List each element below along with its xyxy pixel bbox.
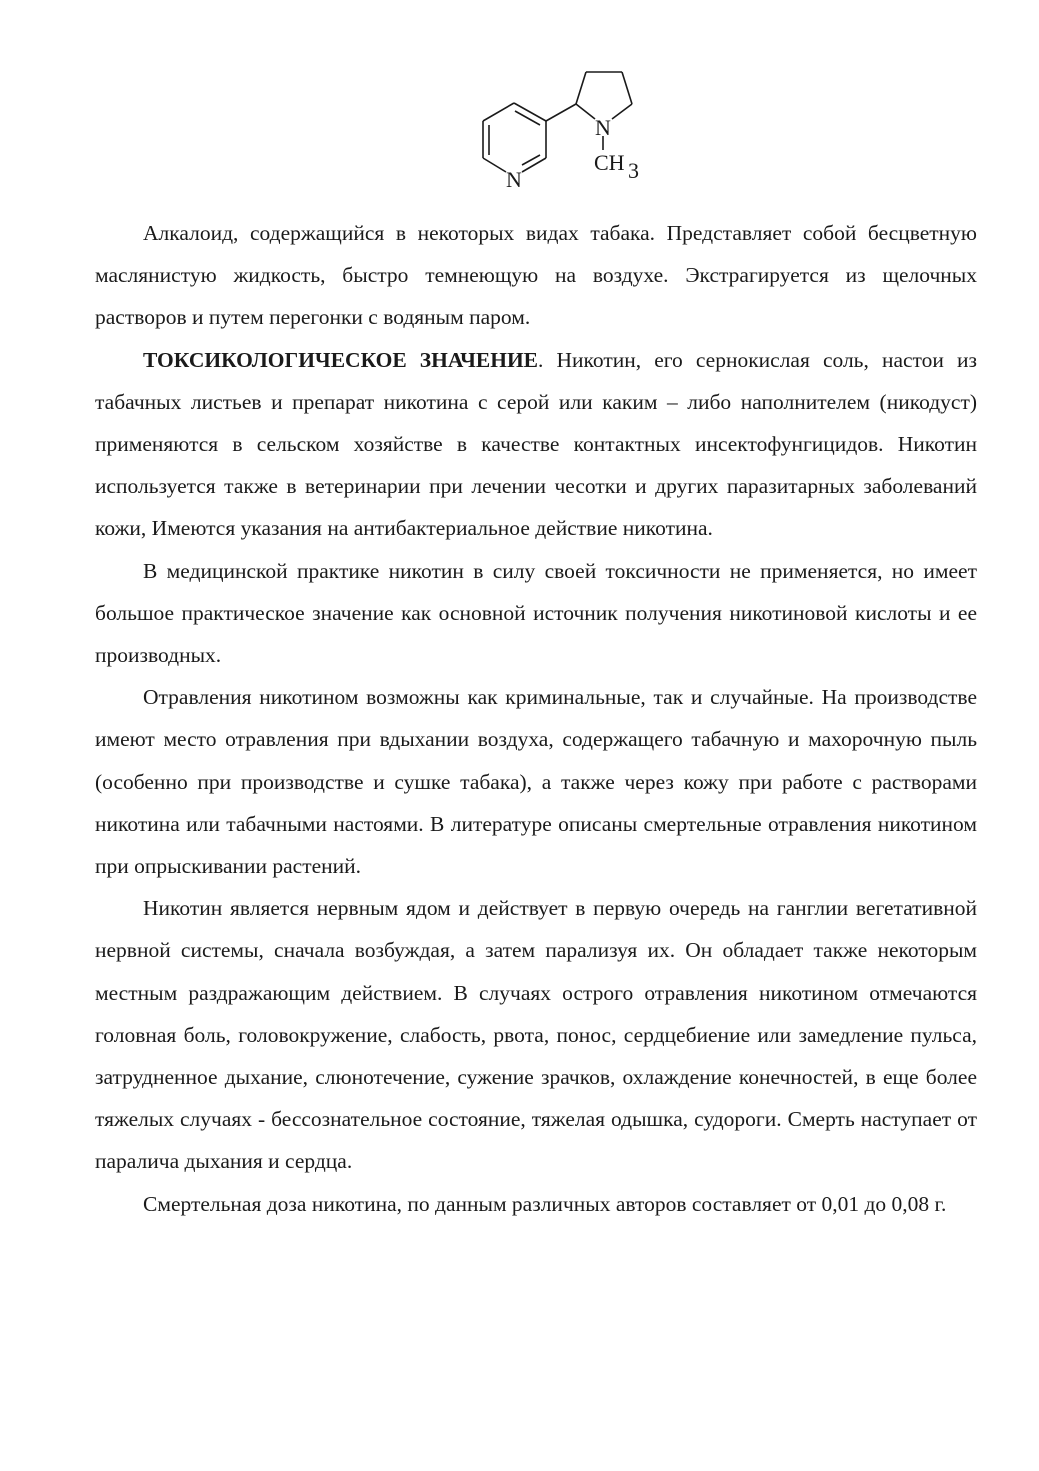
double-bond: [515, 111, 540, 125]
paragraph-text: . Никотин, его сернокислая соль, настои из табачных листьев и препарат никотина с серой или каким – либо наполнителем (никодуст) применяются в сельском хозяйстве в качестве контактных инсектофунгицидов. Никотин используется также в ветеринарии при лечении чесотки и других паразитарных заболеваний кожи, Имеются указания на антибактериальное действие никотина.: [95, 347, 977, 541]
methyl-label: CH: [594, 150, 625, 175]
bond: [612, 104, 632, 119]
bond: [546, 104, 576, 121]
methyl-subscript: 3: [628, 158, 639, 183]
paragraph-text: Отравления никотином возможны как криминальные, так и случайные. На производстве имеют место отравления при вдыхании воздуха, содержащего табачную и махорочную пыль (особенно при производстве и сушке табака), а также через кожу при работе с растворами никотина или табачными настоями. В литературе описаны смертельные отравления никотином при опрыскивании растений.: [95, 685, 977, 879]
pyrrolidine-nitrogen-label: N: [595, 115, 611, 140]
bond: [514, 103, 546, 121]
bond: [576, 104, 595, 119]
body-text: [95, 212, 977, 1225]
paragraph-text: В медицинской практике никотин в силу своей токсичности не применяется, но имеет большое практическое значение как основной источник получения никотиновой кислоты и ее производных.: [95, 558, 977, 668]
paragraph-mechanism: [95, 887, 977, 1182]
bond: [622, 72, 632, 104]
nicotine-structural-formula: [470, 56, 660, 196]
pyridine-nitrogen-label: N: [506, 167, 522, 192]
paragraph-description: [95, 212, 977, 339]
paragraph-text: Алкалоид, содержащийся в некоторых видах табака. Представляет собой бесцветную маслянистую жидкость, быстро темнеющую на воздухе. Экстрагируется из щелочных растворов и путем перегонки с водяным паром.: [95, 221, 977, 330]
bond: [483, 158, 506, 172]
bond: [522, 158, 546, 172]
pyridine-ring: [483, 103, 576, 172]
paragraph-lethal-dose: [95, 1183, 977, 1225]
paragraph-medical-use: [95, 550, 977, 677]
paragraph-poisoning-cases: [95, 676, 977, 887]
bond: [576, 72, 586, 104]
structure-drawing: [470, 56, 660, 196]
section-heading: ТОКСИКОЛОГИЧЕСКОЕ ЗНАЧЕНИЕ: [143, 347, 539, 372]
paragraph-text: Смертельная доза никотина, по данным различных авторов составляет от 0,01 до 0,08 г.: [143, 1191, 947, 1216]
bond: [483, 103, 514, 121]
paragraph-toxicology: [95, 339, 977, 550]
paragraph-text: Никотин является нервным ядом и действует в первую очередь на ганглии вегетативной нервной системы, сначала возбуждая, а затем парализуя их. Он обладает также некоторым местным раздражающим действием. В случаях острого отравления никотином отмечаются головная боль, головокружение, слабость, рвота, понос, сердцебиение или замедление пульса, затрудненное дыхание, слюнотечение, сужение зрачков, охлаждение конечностей, в еще более тяжелых случаях - бессознательное состояние, тяжелая одышка, судороги. Смерть наступает от паралича дыхания и сердца.: [95, 896, 977, 1174]
